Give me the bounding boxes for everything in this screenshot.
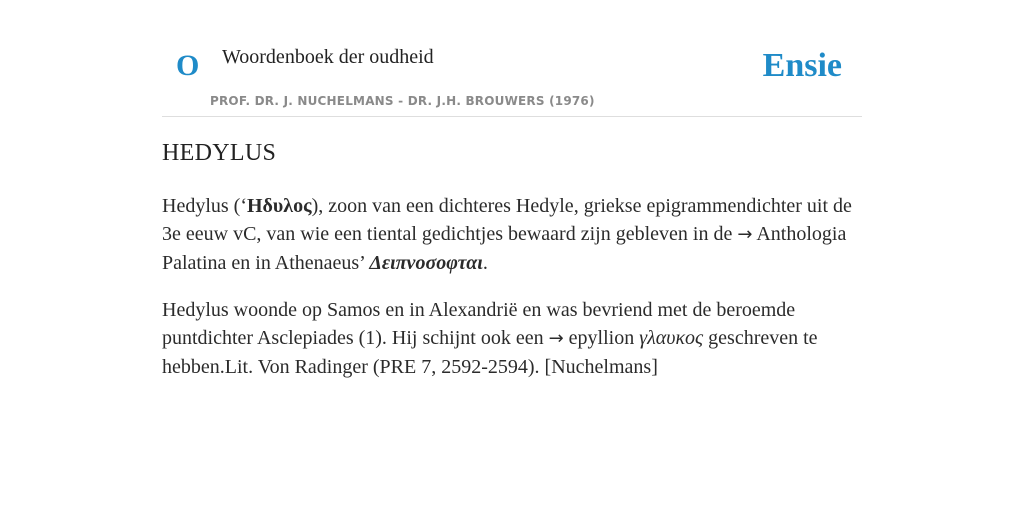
- ensie-logo[interactable]: Ensie: [762, 47, 842, 84]
- paragraph-1-text-a: Hedylus (‘: [162, 195, 247, 217]
- book-title-link[interactable]: Woordenboek der oudheid: [222, 46, 434, 68]
- book-authors: PROF. DR. J. NUCHELMANS - DR. J.H. BROUWERS (1976): [210, 94, 595, 108]
- paragraph-2: [162, 296, 862, 381]
- greek-work-title: Δειπνοσοφται: [369, 252, 483, 274]
- paragraph-2-text-a: Hedylus woonde op Samos en in Alexandrië en was bevriend met de beroemde puntdichter Asclepiades (1). Hij schijnt ook een: [162, 299, 796, 349]
- greek-name: Ηδυλος: [246, 195, 312, 217]
- cross-reference-arrow-icon[interactable]: →: [737, 224, 753, 245]
- dictionary-logo-letter[interactable]: O: [176, 49, 200, 82]
- paragraph-1-text-b: ), zoon van een dichteres Hedyle, griekse epigrammendichter uit de 3e eeuw vC, van wie een tiental gedichtjes bewaard zijn gebleven in de: [162, 195, 852, 245]
- entry-title: HEDYLUS: [162, 140, 277, 166]
- page: [162, 0, 862, 378]
- paragraph-1-text-d: .: [482, 252, 488, 274]
- paragraph-2-text-b: epyllion: [563, 327, 640, 349]
- header: [162, 0, 862, 117]
- paragraph-2-text-c: geschreven te hebben.Lit. Von Radinger (PRE 7, 2592-2594). [Nuchelmans]: [162, 327, 818, 378]
- cross-reference-arrow-icon[interactable]: →: [548, 328, 564, 349]
- entry-body: [162, 192, 862, 400]
- paragraph-1: [162, 192, 862, 277]
- paragraph-1-text-c: Anthologia Palatina en in Athenaeus’: [162, 223, 847, 274]
- greek-word: γλαυκος: [639, 327, 704, 349]
